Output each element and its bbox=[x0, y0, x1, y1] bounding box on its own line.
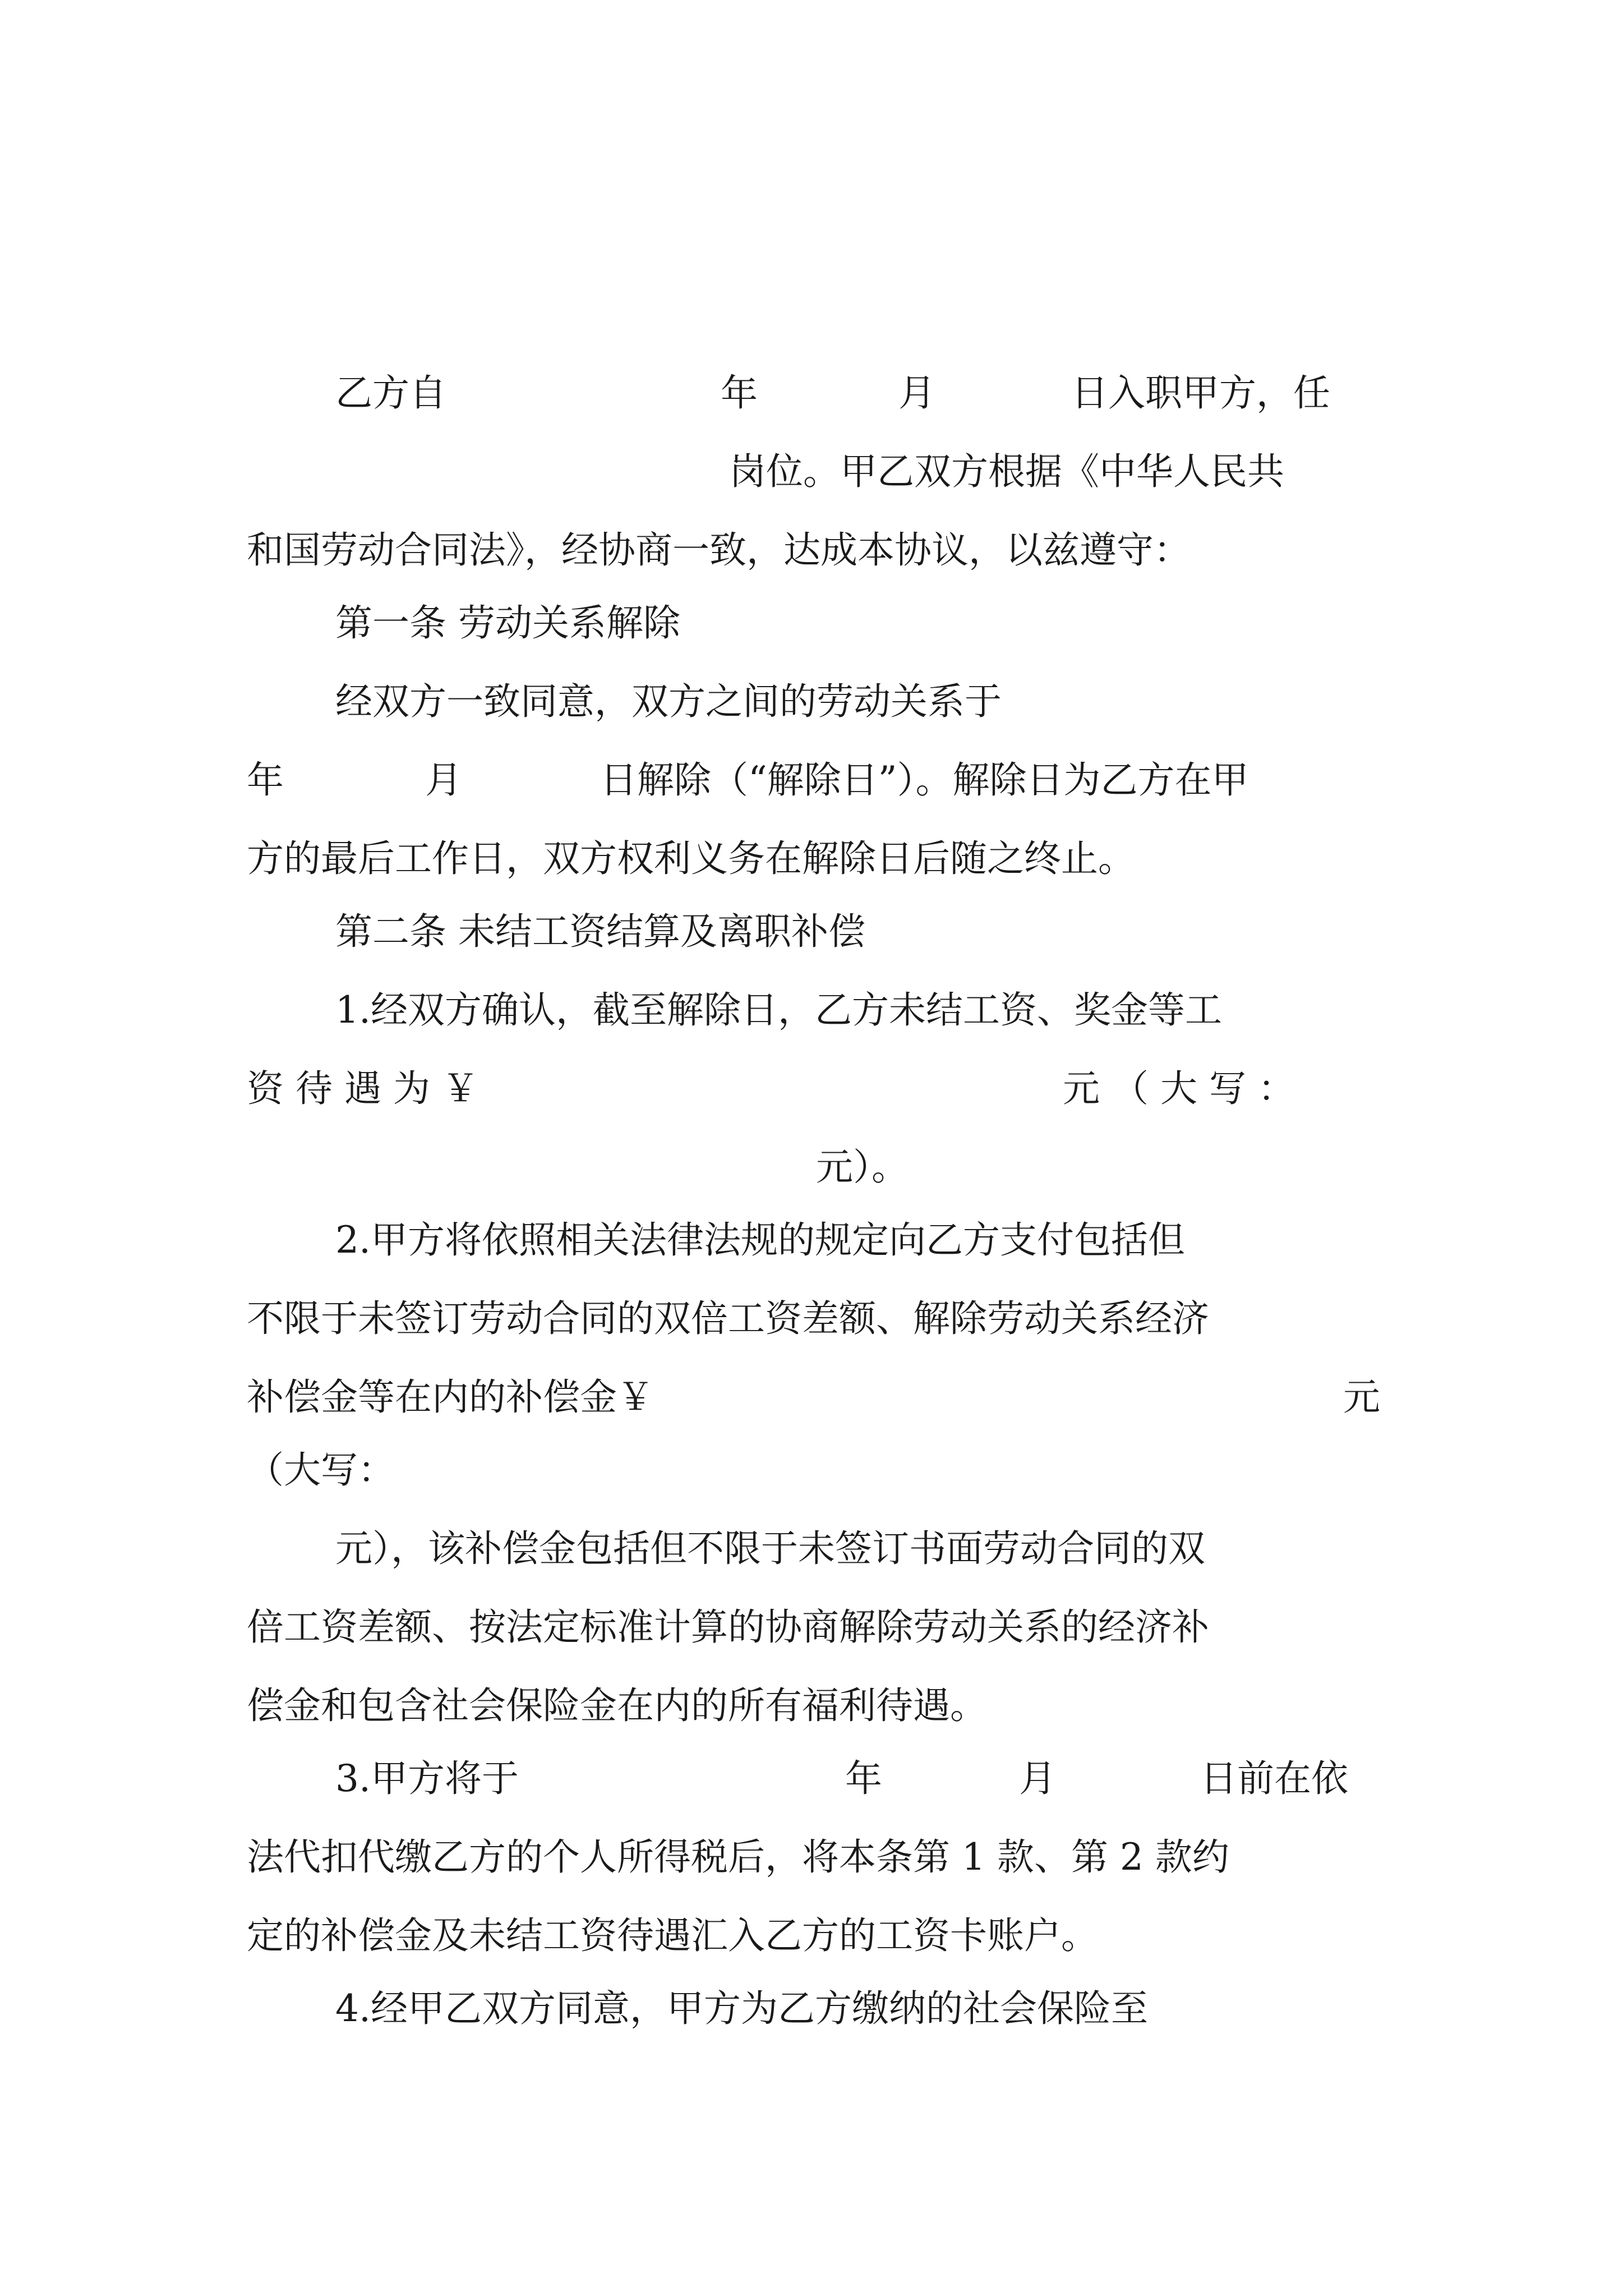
text-run: 元）。 bbox=[816, 1145, 909, 1189]
text-run: 不限于未签订劳动合同的双倍工资差额、解除劳动关系经济 bbox=[247, 1297, 1209, 1340]
text-run: 元 bbox=[1343, 1375, 1380, 1419]
text-run: 和国劳动合同法》，经协商一致，达成本协议，以兹遵守： bbox=[247, 528, 1191, 572]
text-run: 经双方一致同意，双方之间的劳动关系于 bbox=[335, 680, 1002, 723]
text-run: 月 bbox=[425, 758, 462, 802]
text-run: 元），该补偿金包括但不限于未签订书面劳动合同的双 bbox=[335, 1527, 1205, 1570]
text-run: 3.甲方将于 bbox=[335, 1757, 519, 1800]
text-run: 年 bbox=[845, 1757, 882, 1800]
section-heading: 第一条 劳动关系解除 bbox=[335, 601, 680, 645]
text-run: 补偿金等在内的补偿金￥ bbox=[247, 1375, 654, 1419]
text-run: （大写： bbox=[247, 1448, 395, 1492]
text-run: 资 待 遇 为 ￥ bbox=[247, 1067, 479, 1110]
text-run: 2.甲方将依照相关法律法规的规定向乙方支付包括但 bbox=[335, 1218, 1185, 1262]
text-run: 倍工资差额、按法定标准计算的协商解除劳动关系的经济补 bbox=[247, 1605, 1209, 1649]
text-run: 4.经甲乙双方同意，甲方为乙方缴纳的社会保险至 bbox=[335, 1987, 1148, 2030]
text-run: 日解除（“解除日”）。解除日为乙方在甲 bbox=[600, 758, 1249, 802]
text-run: 定的补偿金及未结工资待遇汇入乙方的工资卡账户。 bbox=[247, 1914, 1098, 1957]
section-heading: 第二条 未结工资结算及离职补偿 bbox=[335, 910, 865, 953]
text-run: 月 bbox=[898, 371, 935, 415]
text-run: 乙方自 bbox=[335, 371, 446, 415]
text-run: 法代扣代缴乙方的个人所得税后，将本条第 1 款、第 2 款约 bbox=[247, 1835, 1229, 1879]
text-run: 日入职甲方，任 bbox=[1071, 371, 1330, 415]
text-run: 偿金和包含社会保险金在内的所有福利待遇。 bbox=[247, 1684, 987, 1727]
text-run: 年 bbox=[721, 371, 758, 415]
text-run: 日前在依 bbox=[1200, 1757, 1348, 1800]
text-run: 月 bbox=[1019, 1757, 1056, 1800]
text-run: 年 bbox=[247, 758, 284, 802]
text-run: 1.经双方确认，截至解除日，乙方未结工资、奖金等工 bbox=[335, 988, 1222, 1032]
text-run: 元 （ 大 写 ： bbox=[1063, 1067, 1295, 1110]
text-run: 方的最后工作日，双方权利义务在解除日后随之终止。 bbox=[247, 837, 1135, 880]
text-run: 岗位。甲乙双方根据《中华人民共 bbox=[729, 450, 1284, 493]
